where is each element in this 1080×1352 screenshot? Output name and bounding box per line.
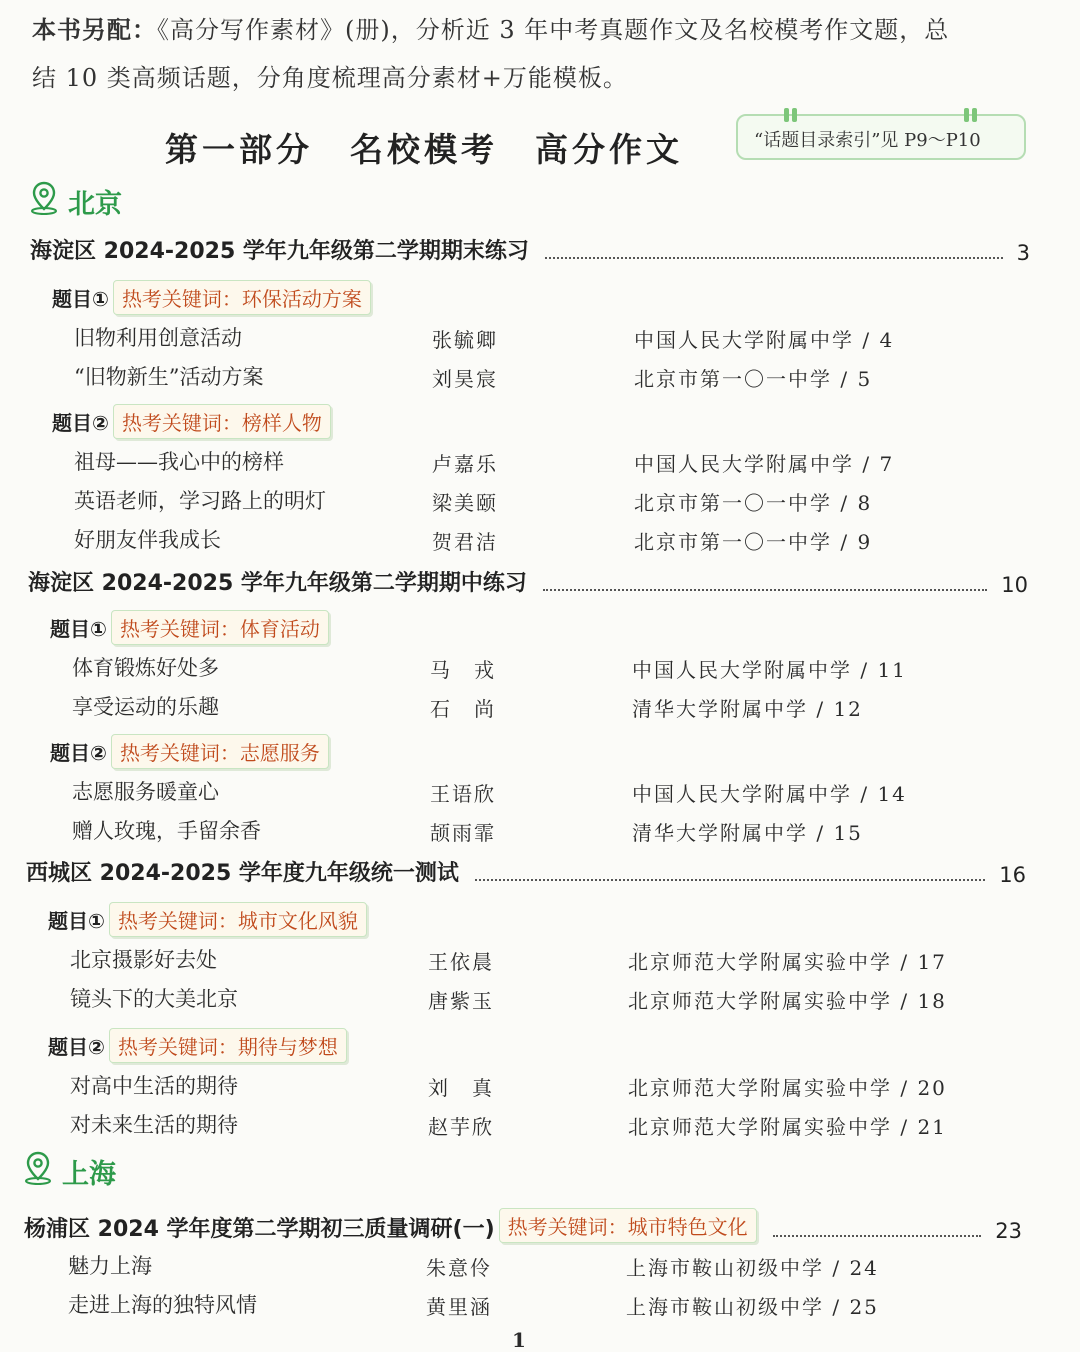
keyword-tag: 热考关键词：城市文化风貌	[109, 902, 367, 937]
essay-school-page: 北京市第一〇一中学 / 9	[634, 530, 873, 554]
exam-page: 10	[1001, 573, 1028, 597]
topic-header	[48, 902, 367, 937]
essay-school-page: 中国人民大学附属中学 / 14	[632, 782, 907, 806]
essay-school-page: 北京师范大学附属实验中学 / 17	[628, 950, 947, 974]
essay-school-page: 北京师范大学附属实验中学 / 21	[628, 1115, 947, 1139]
intro-text-1: 《高分写作素材》(册)，分析近 3 年中考真题作文及名校模考作文题，总	[157, 16, 950, 44]
topic-header	[50, 610, 329, 645]
exam-title: 杨浦区 2024 学年度第二学期初三质量调研(一)	[24, 1217, 495, 1242]
intro-label: 本书另配：	[32, 15, 157, 44]
exam-title: 海淀区 2024-2025 学年九年级第二学期期中练习	[28, 571, 527, 596]
topic-label: 题目②	[48, 1035, 105, 1059]
essay-title[interactable]: 赠人玫瑰，手留余香	[72, 819, 261, 843]
essay-author: 梁美颐	[432, 491, 498, 515]
keyword-tag: 热考关键词：志愿服务	[111, 734, 329, 769]
essay-author: 颉雨霏	[430, 821, 496, 845]
exam-title: 海淀区 2024-2025 学年九年级第二学期期末练习	[30, 239, 529, 264]
topic-label: 题目②	[50, 741, 107, 765]
essay-school-page: 清华大学附属中学 / 12	[632, 697, 863, 721]
essay-author: 刘 真	[428, 1076, 494, 1100]
essay-author: 赵芋欣	[428, 1115, 494, 1139]
essay-school-page: 中国人民大学附属中学 / 4	[634, 328, 895, 352]
essay-title[interactable]: 魅力上海	[68, 1254, 152, 1278]
topic-index-badge	[736, 114, 1026, 160]
essay-author: 王语欣	[430, 782, 496, 806]
dot-leader	[543, 588, 987, 591]
exam-entry[interactable]	[26, 856, 1026, 887]
essay-title[interactable]: 对高中生活的期待	[70, 1074, 238, 1098]
essay-title[interactable]: 镜头下的大美北京	[70, 987, 238, 1011]
keyword-tag: 热考关键词：环保活动方案	[113, 280, 371, 315]
region-shanghai: 上海	[62, 1159, 116, 1190]
exam-page: 16	[999, 863, 1026, 887]
exam-entry[interactable]	[28, 566, 1028, 597]
topic-label: 题目①	[48, 909, 105, 933]
essay-author: 贺君洁	[432, 530, 498, 554]
exam-page: 3	[1016, 241, 1030, 265]
exam-entry[interactable]	[24, 1208, 1022, 1243]
page-number: 1	[512, 1328, 526, 1352]
essay-title[interactable]: 对未来生活的期待	[70, 1113, 238, 1137]
topic-header	[52, 280, 371, 315]
essay-school-page: 中国人民大学附属中学 / 7	[634, 452, 895, 476]
essay-title[interactable]: “旧物新生”活动方案	[74, 365, 264, 389]
essay-title[interactable]: 走进上海的独特风情	[68, 1293, 257, 1317]
essay-title[interactable]: 享受运动的乐趣	[72, 695, 219, 719]
keyword-tag: 热考关键词：体育活动	[111, 610, 329, 645]
topic-header	[52, 404, 331, 439]
dot-leader	[773, 1234, 982, 1237]
topic-label: 题目①	[52, 287, 109, 311]
location-pin-icon	[22, 1150, 54, 1186]
essay-school-page: 北京师范大学附属实验中学 / 18	[628, 989, 947, 1013]
essay-author: 唐紫玉	[428, 989, 494, 1013]
essay-title[interactable]: 体育锻炼好处多	[72, 656, 219, 680]
essay-school-page: 北京市第一〇一中学 / 8	[634, 491, 873, 515]
binder-clip-icon	[964, 108, 978, 122]
topic-header	[48, 1028, 347, 1063]
essay-title[interactable]: 好朋友伴我成长	[74, 528, 221, 552]
intro-line-2: 结 10 类高频话题，分角度梳理高分素材+万能模板。	[32, 64, 628, 92]
essay-title[interactable]: 志愿服务暖童心	[72, 780, 219, 804]
essay-title[interactable]: 旧物利用创意活动	[74, 326, 242, 350]
exam-title: 西城区 2024-2025 学年度九年级统一测试	[26, 861, 459, 886]
part-title: 第一部分 名校模考 高分作文	[165, 130, 683, 169]
essay-school-page: 北京市第一〇一中学 / 5	[634, 367, 873, 391]
essay-author: 马 戎	[430, 658, 496, 682]
essay-school-page: 北京师范大学附属实验中学 / 20	[628, 1076, 947, 1100]
binder-clip-icon	[784, 108, 798, 122]
essay-school-page: 中国人民大学附属中学 / 11	[632, 658, 907, 682]
topic-label: 题目①	[50, 617, 107, 641]
location-pin-icon	[28, 180, 60, 216]
essay-school-page: 上海市鞍山初级中学 / 25	[626, 1295, 879, 1319]
essay-author: 王依晨	[428, 950, 494, 974]
essay-author: 卢嘉乐	[432, 452, 498, 476]
exam-page: 23	[995, 1219, 1022, 1243]
topic-header	[50, 734, 329, 769]
essay-title[interactable]: 北京摄影好去处	[70, 948, 217, 972]
essay-title[interactable]: 祖母——我心中的榜样	[74, 450, 284, 474]
essay-title[interactable]: 英语老师，学习路上的明灯	[74, 489, 326, 513]
dot-leader	[545, 256, 1003, 259]
essay-author: 刘昊宸	[432, 367, 498, 391]
essay-school-page: 上海市鞍山初级中学 / 24	[626, 1256, 879, 1280]
topic-label: 题目②	[52, 411, 109, 435]
essay-author: 朱意伶	[426, 1256, 492, 1280]
intro-line-1	[32, 10, 949, 45]
essay-author: 石 尚	[430, 697, 496, 721]
essay-author: 张毓卿	[432, 328, 498, 352]
keyword-tag: 热考关键词：期待与梦想	[109, 1028, 347, 1063]
keyword-tag: 热考关键词：榜样人物	[113, 404, 331, 439]
dot-leader	[475, 878, 985, 881]
exam-entry[interactable]	[30, 234, 1030, 265]
essay-school-page: 清华大学附属中学 / 15	[632, 821, 863, 845]
topic-index-note: “话题目录索引”见 P9～P10	[754, 130, 981, 151]
essay-author: 黄里涵	[426, 1295, 492, 1319]
keyword-tag: 热考关键词：城市特色文化	[499, 1208, 757, 1243]
region-beijing: 北京	[68, 189, 122, 220]
